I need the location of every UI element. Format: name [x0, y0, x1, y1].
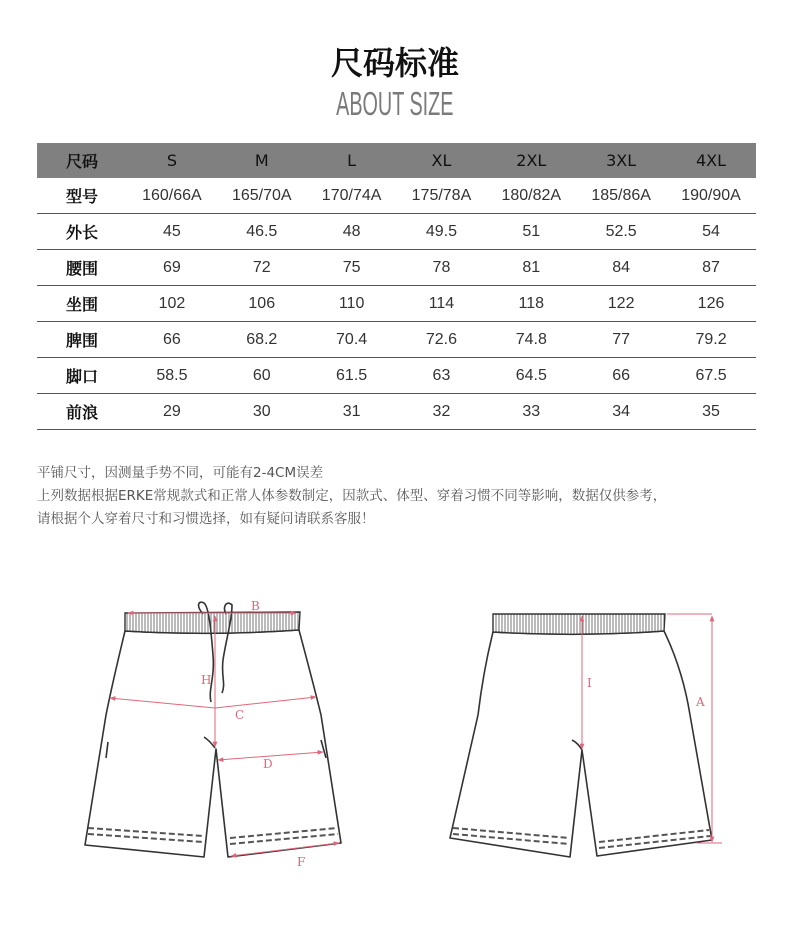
note-line: 请根据个人穿着尺寸和习惯选择，如有疑问请联系客服！ — [37, 511, 375, 527]
size-header-row — [37, 143, 756, 178]
table-cell: 66 — [576, 358, 666, 394]
back-shorts-body — [450, 631, 712, 857]
size-header-3xl: 3XL — [576, 143, 666, 178]
table-cell: 180/82A — [486, 178, 576, 214]
row-label: 前浪 — [37, 394, 127, 430]
table-row — [37, 322, 756, 358]
page-subtitle-text: ABOUT SIZE — [336, 85, 454, 122]
table-cell: 68.2 — [217, 322, 307, 358]
table-cell: 32 — [397, 394, 487, 430]
table-cell: 77 — [576, 322, 666, 358]
table-cell: 118 — [486, 286, 576, 322]
measure-label-c: C — [235, 708, 245, 722]
size-table — [37, 143, 756, 430]
table-row — [37, 358, 756, 394]
table-cell: 190/90A — [666, 178, 756, 214]
measure-label-b: B — [251, 599, 260, 613]
table-cell: 72.6 — [397, 322, 487, 358]
table-cell: 35 — [666, 394, 756, 430]
size-header-xl: XL — [397, 143, 487, 178]
table-cell: 66 — [127, 322, 217, 358]
table-cell: 81 — [486, 250, 576, 286]
table-cell: 126 — [666, 286, 756, 322]
table-cell: 51 — [486, 214, 576, 250]
measure-label-f: F — [297, 855, 306, 869]
row-label: 型号 — [37, 178, 127, 214]
table-cell: 75 — [307, 250, 397, 286]
size-header-4xl: 4XL — [666, 143, 756, 178]
table-cell: 122 — [576, 286, 666, 322]
table-row — [37, 394, 756, 430]
table-cell: 84 — [576, 250, 666, 286]
table-cell: 31 — [307, 394, 397, 430]
table-cell: 29 — [127, 394, 217, 430]
table-cell: 30 — [217, 394, 307, 430]
table-cell: 60 — [217, 358, 307, 394]
row-label: 腰围 — [37, 250, 127, 286]
table-cell: 175/78A — [397, 178, 487, 214]
table-cell: 102 — [127, 286, 217, 322]
note-line: 上列数据根据ERKE常规款式和正常人体参数制定，因款式、体型、穿着习惯不同等影响，数据仅供参考， — [37, 488, 667, 504]
table-row — [37, 250, 756, 286]
table-cell: 52.5 — [576, 214, 666, 250]
row-label: 脚口 — [37, 358, 127, 394]
table-cell: 49.5 — [397, 214, 487, 250]
table-cell: 72 — [217, 250, 307, 286]
page-subtitle — [0, 86, 790, 122]
size-header-s: S — [127, 143, 217, 178]
table-cell: 63 — [397, 358, 487, 394]
size-header-l: L — [307, 143, 397, 178]
table-cell: 54 — [666, 214, 756, 250]
size-header-corner: 尺码 — [37, 143, 127, 178]
table-cell: 185/86A — [576, 178, 666, 214]
measure-label-h: H — [201, 673, 212, 687]
table-cell: 110 — [307, 286, 397, 322]
table-cell: 79.2 — [666, 322, 756, 358]
table-row — [37, 178, 756, 214]
table-cell: 114 — [397, 286, 487, 322]
table-cell: 64.5 — [486, 358, 576, 394]
size-table-header — [37, 143, 756, 178]
table-cell: 70.4 — [307, 322, 397, 358]
table-cell: 170/74A — [307, 178, 397, 214]
row-label: 外长 — [37, 214, 127, 250]
page-title: 尺码标准 — [330, 44, 459, 82]
row-label: 脾围 — [37, 322, 127, 358]
back-shorts — [450, 614, 722, 857]
table-cell: 160/66A — [127, 178, 217, 214]
table-cell: 48 — [307, 214, 397, 250]
table-cell: 67.5 — [666, 358, 756, 394]
front-shorts — [85, 599, 341, 869]
table-cell: 46.5 — [217, 214, 307, 250]
table-cell: 78 — [397, 250, 487, 286]
shorts-measurement-diagram — [0, 580, 790, 880]
size-table-body — [37, 178, 756, 430]
table-row — [37, 286, 756, 322]
measure-label-a: A — [696, 695, 705, 709]
table-cell: 45 — [127, 214, 217, 250]
size-header-2xl: 2XL — [486, 143, 576, 178]
front-waistband — [125, 612, 300, 633]
back-waistband — [493, 614, 665, 634]
size-notes — [37, 462, 777, 531]
table-cell: 106 — [217, 286, 307, 322]
table-cell: 58.5 — [127, 358, 217, 394]
measure-label-d: D — [263, 757, 273, 771]
table-row — [37, 214, 756, 250]
table-cell: 33 — [486, 394, 576, 430]
table-cell: 69 — [127, 250, 217, 286]
size-header-m: M — [217, 143, 307, 178]
note-line: 平铺尺寸，因测量手势不同，可能有2-4CM误差 — [37, 465, 324, 481]
table-cell: 61.5 — [307, 358, 397, 394]
table-cell: 74.8 — [486, 322, 576, 358]
table-cell: 87 — [666, 250, 756, 286]
row-label: 坐围 — [37, 286, 127, 322]
measure-label-i: I — [587, 676, 592, 690]
table-cell: 165/70A — [217, 178, 307, 214]
table-cell: 34 — [576, 394, 666, 430]
